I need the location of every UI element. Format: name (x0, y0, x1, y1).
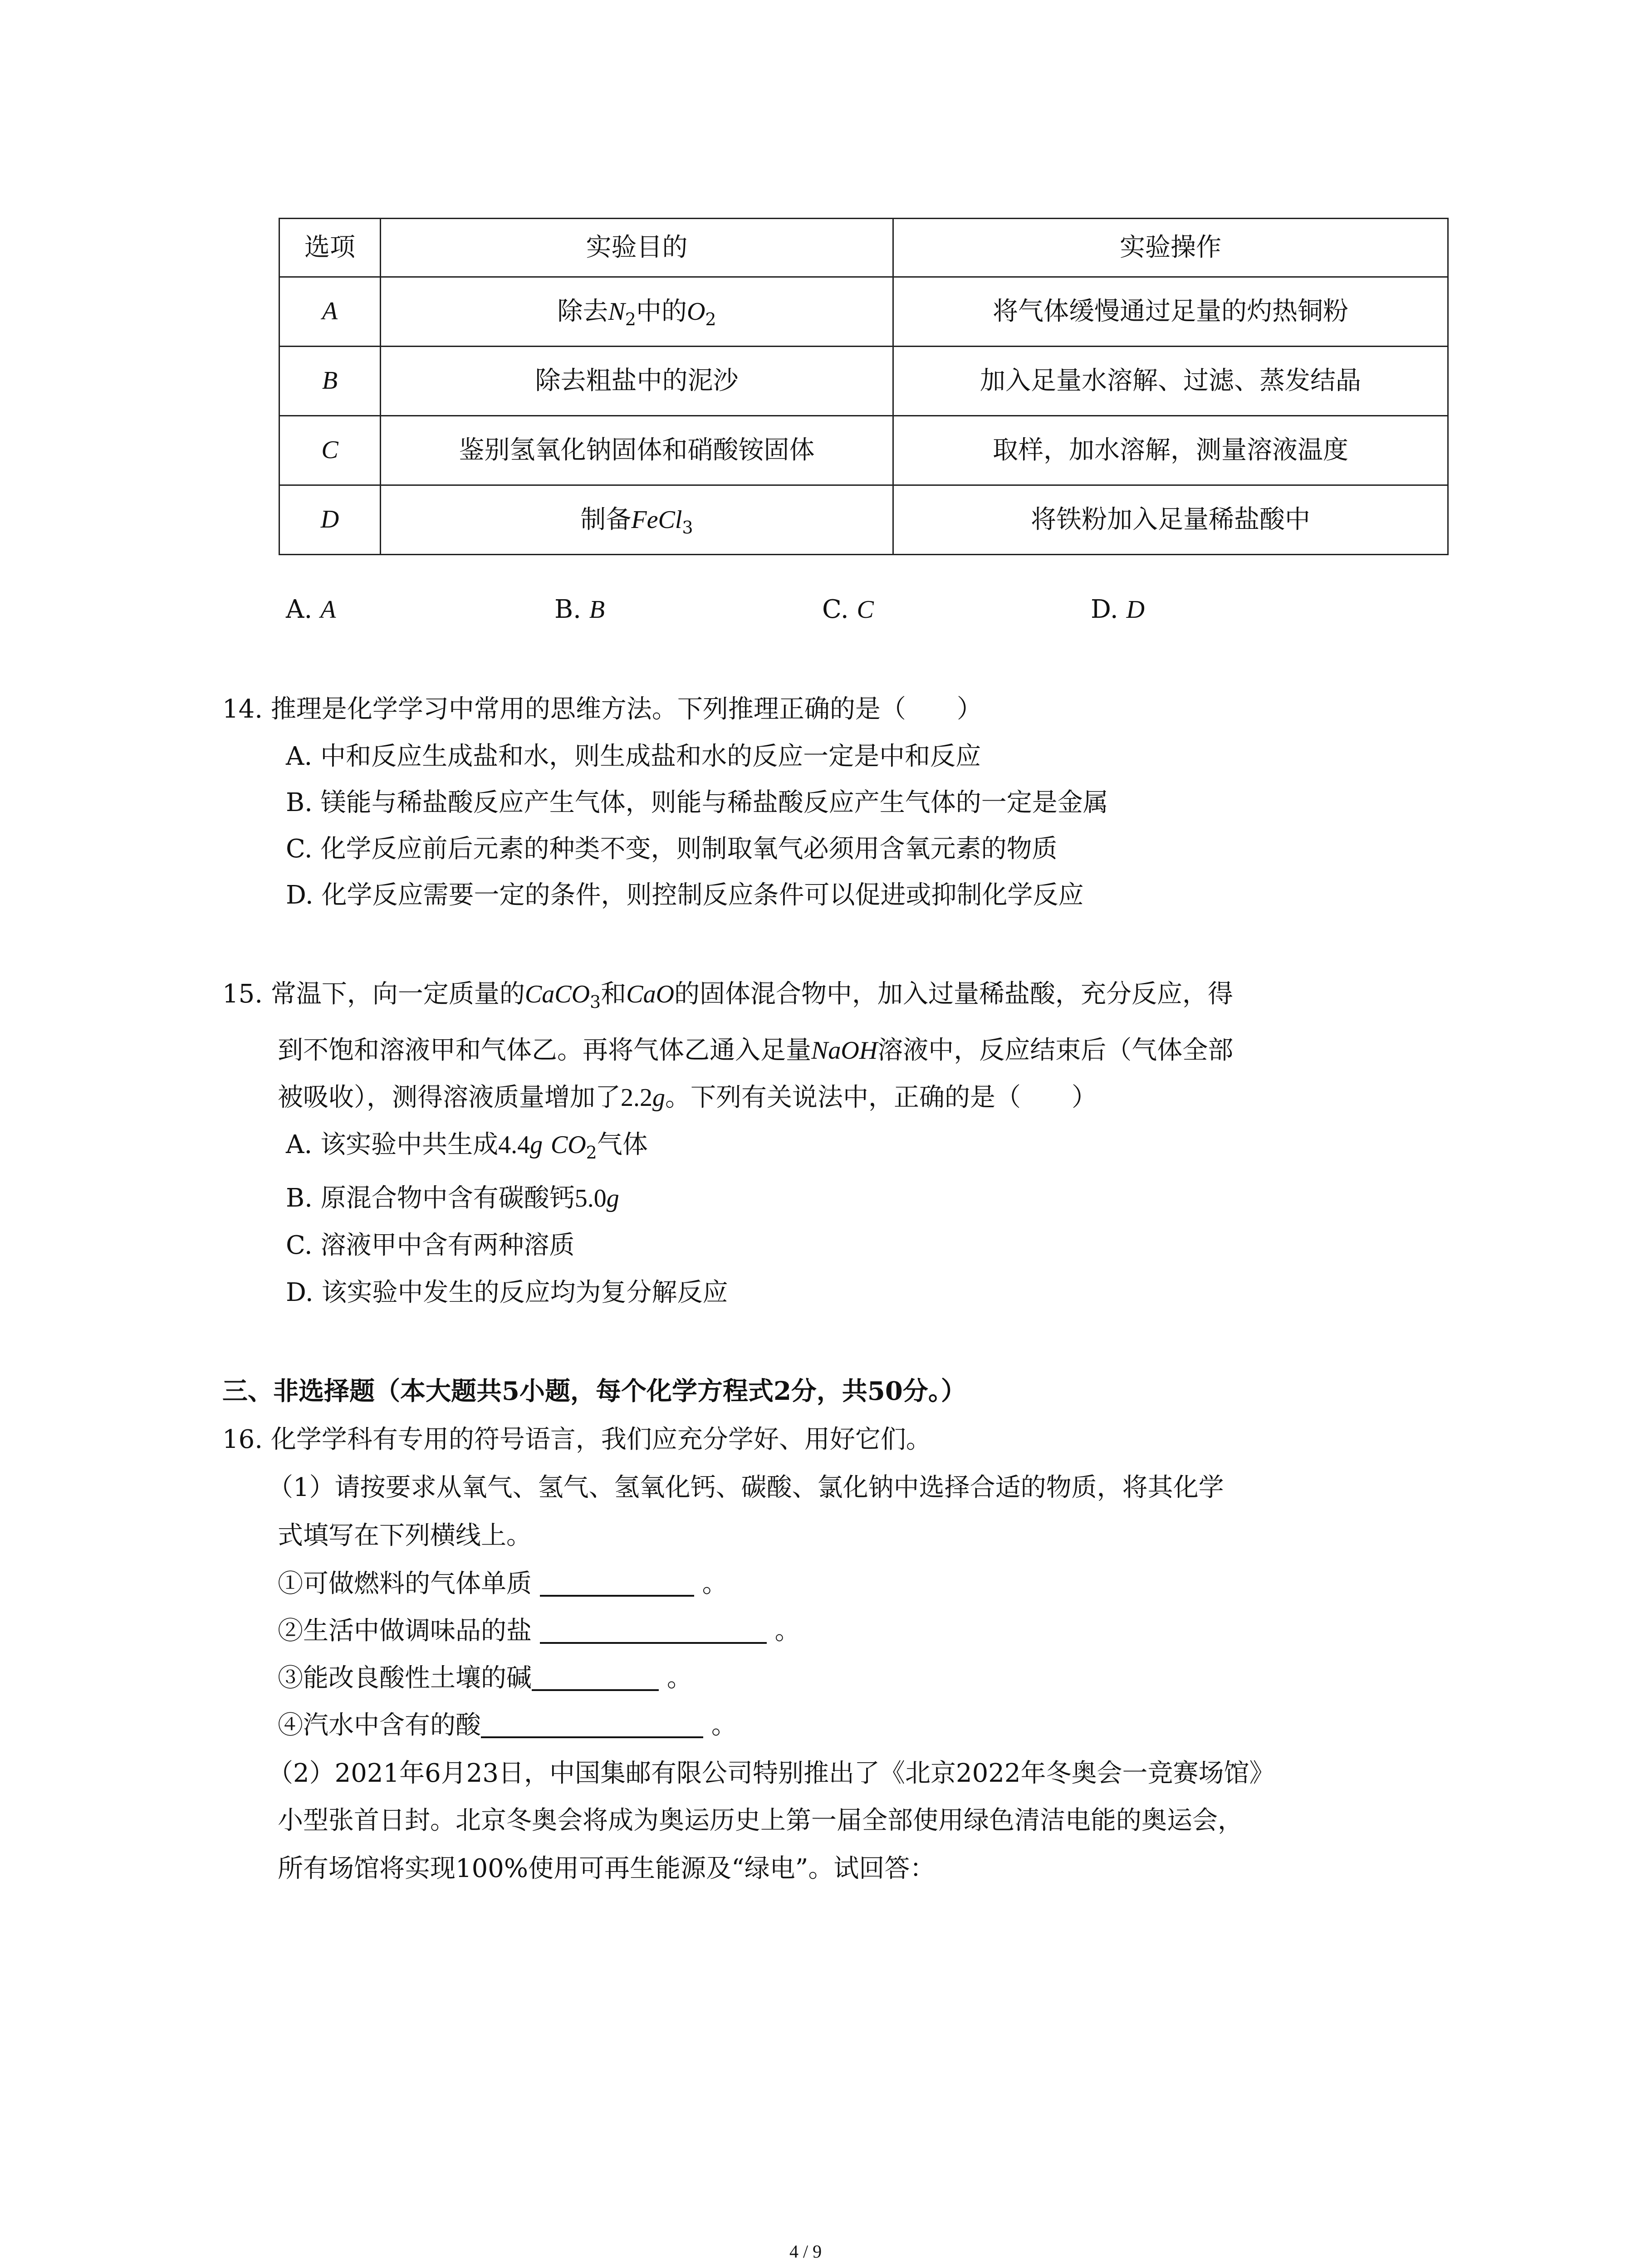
table-header: 选项 (279, 219, 381, 277)
table-cell-option: A (279, 277, 381, 347)
q16-item-4: ④汽水中含有的酸 。 (278, 1711, 737, 1740)
q15-option-d[interactable]: D. 该实验中发生的反应均为复分解反应 (286, 1278, 728, 1307)
table-cell-operation: 加入足量水溶解、过滤、蒸发结晶 (893, 347, 1448, 416)
table-cell-purpose: 除去粗盐中的泥沙 (381, 347, 893, 416)
answer-blank-2[interactable] (540, 1617, 767, 1644)
q15-stem-line1: 15. 常温下，向一定质量的CaCO$_3$和CaO的固体混合物中，加入过量稀盐酸，充分反应，得 (222, 979, 1234, 1012)
q16-item-2: ②生活中做调味品的盐 。 (278, 1616, 800, 1646)
section-heading: 三、非选择题（本大题共5小题，每个化学方程式2分，共50分。） (222, 1376, 966, 1406)
q15-option-b[interactable]: B. 原混合物中含有碳酸钙5.0g (286, 1183, 619, 1213)
table-cell-operation: 取样，加水溶解，测量溶液温度 (893, 416, 1448, 485)
table-cell-operation: 将气体缓慢通过足量的灼热铜粉 (893, 277, 1448, 347)
q16-item-3: ③能改良酸性土壤的碱 。 (278, 1663, 692, 1693)
q15-option-c[interactable]: C. 溶液甲中含有两种溶质 (286, 1231, 575, 1260)
q16-part2-line2: 小型张首日封。北京冬奥会将成为奥运历史上第一届全部使用绿色清洁电能的奥运会， (278, 1806, 1243, 1835)
table-row (279, 347, 1448, 416)
table-cell-option: C (279, 416, 381, 485)
question-number: 15. (222, 979, 263, 1009)
table-row (279, 485, 1448, 555)
question-number: 14. (222, 694, 263, 724)
answer-blank-1[interactable] (540, 1569, 694, 1597)
q16-item-1: ①可做燃料的气体单质 。 (278, 1569, 728, 1598)
table-cell-option: B (279, 347, 381, 416)
question-number: 16. (222, 1425, 263, 1454)
q16-stem: 16. 化学学科有专用的符号语言，我们应充分学好、用好它们。 (222, 1425, 931, 1454)
table-cell-option: D (279, 485, 381, 555)
table-header: 实验目的 (381, 219, 893, 277)
q16-part1-line2: 式填写在下列横线上。 (278, 1521, 532, 1550)
q14-option-b[interactable]: B. 镁能与稀盐酸反应产生气体，则能与稀盐酸反应产生气体的一定是金属 (286, 788, 1108, 817)
q16-part1-line1: （1）请按要求从氧气、氢气、氢氧化钙、碳酸、氯化钠中选择合适的物质，将其化学 (268, 1473, 1224, 1502)
q14-stem: 14. 推理是化学学习中常用的思维方法。下列推理正确的是（ ） (222, 694, 982, 724)
table-row (279, 416, 1448, 485)
table-cell-operation: 将铁粉加入足量稀盐酸中 (893, 485, 1448, 555)
q13-choice-a[interactable]: A. A (286, 595, 336, 624)
q13-choice-d[interactable]: D. D (1091, 595, 1145, 624)
q14-option-c[interactable]: C. 化学反应前后元素的种类不变，则制取氧气必须用含氧元素的物质 (286, 834, 1058, 864)
q13-choice-b[interactable]: B. B (554, 595, 605, 624)
q16-part2-line3: 所有场馆将实现100%使用可再生能源及“绿电”。试回答： (278, 1854, 936, 1883)
q13-choice-c[interactable]: C. C (822, 595, 874, 624)
table-cell-purpose: 鉴别氢氧化钠固体和硝酸铵固体 (381, 416, 893, 485)
answer-blank-3[interactable] (532, 1664, 659, 1691)
q15-stem-line2: 到不饱和溶液甲和气体乙。再将气体乙通入足量NaOH溶液中，反应结束后（气体全部 (278, 1036, 1234, 1065)
q14-option-a[interactable]: A. 中和反应生成盐和水，则生成盐和水的反应一定是中和反应 (286, 742, 981, 771)
q15-stem-line3: 被吸收），测得溶液质量增加了2.2g。下列有关说法中，正确的是（ ） (278, 1083, 1097, 1112)
table-cell-purpose: 除去$N_2$中的$O_2$ (381, 277, 893, 347)
q16-part2-line1: （2）2021年6月23日，中国集邮有限公司特别推出了《北京2022年冬奥会一竞赛场馆》 (268, 1759, 1275, 1788)
answer-blank-4[interactable] (481, 1711, 703, 1738)
experiment-table (279, 218, 1449, 555)
q14-option-d[interactable]: D. 化学反应需要一定的条件，则控制反应条件可以促进或抑制化学反应 (286, 880, 1084, 910)
page-number: 4 / 9 (789, 2241, 822, 2262)
table-row (279, 277, 1448, 347)
table-header-row (279, 219, 1448, 277)
table-cell-purpose: 制备FeCl$_3$ (381, 485, 893, 555)
q15-option-a[interactable]: A. 该实验中共生成4.4g $CO_2$气体 (286, 1130, 648, 1163)
table-header: 实验操作 (893, 219, 1448, 277)
